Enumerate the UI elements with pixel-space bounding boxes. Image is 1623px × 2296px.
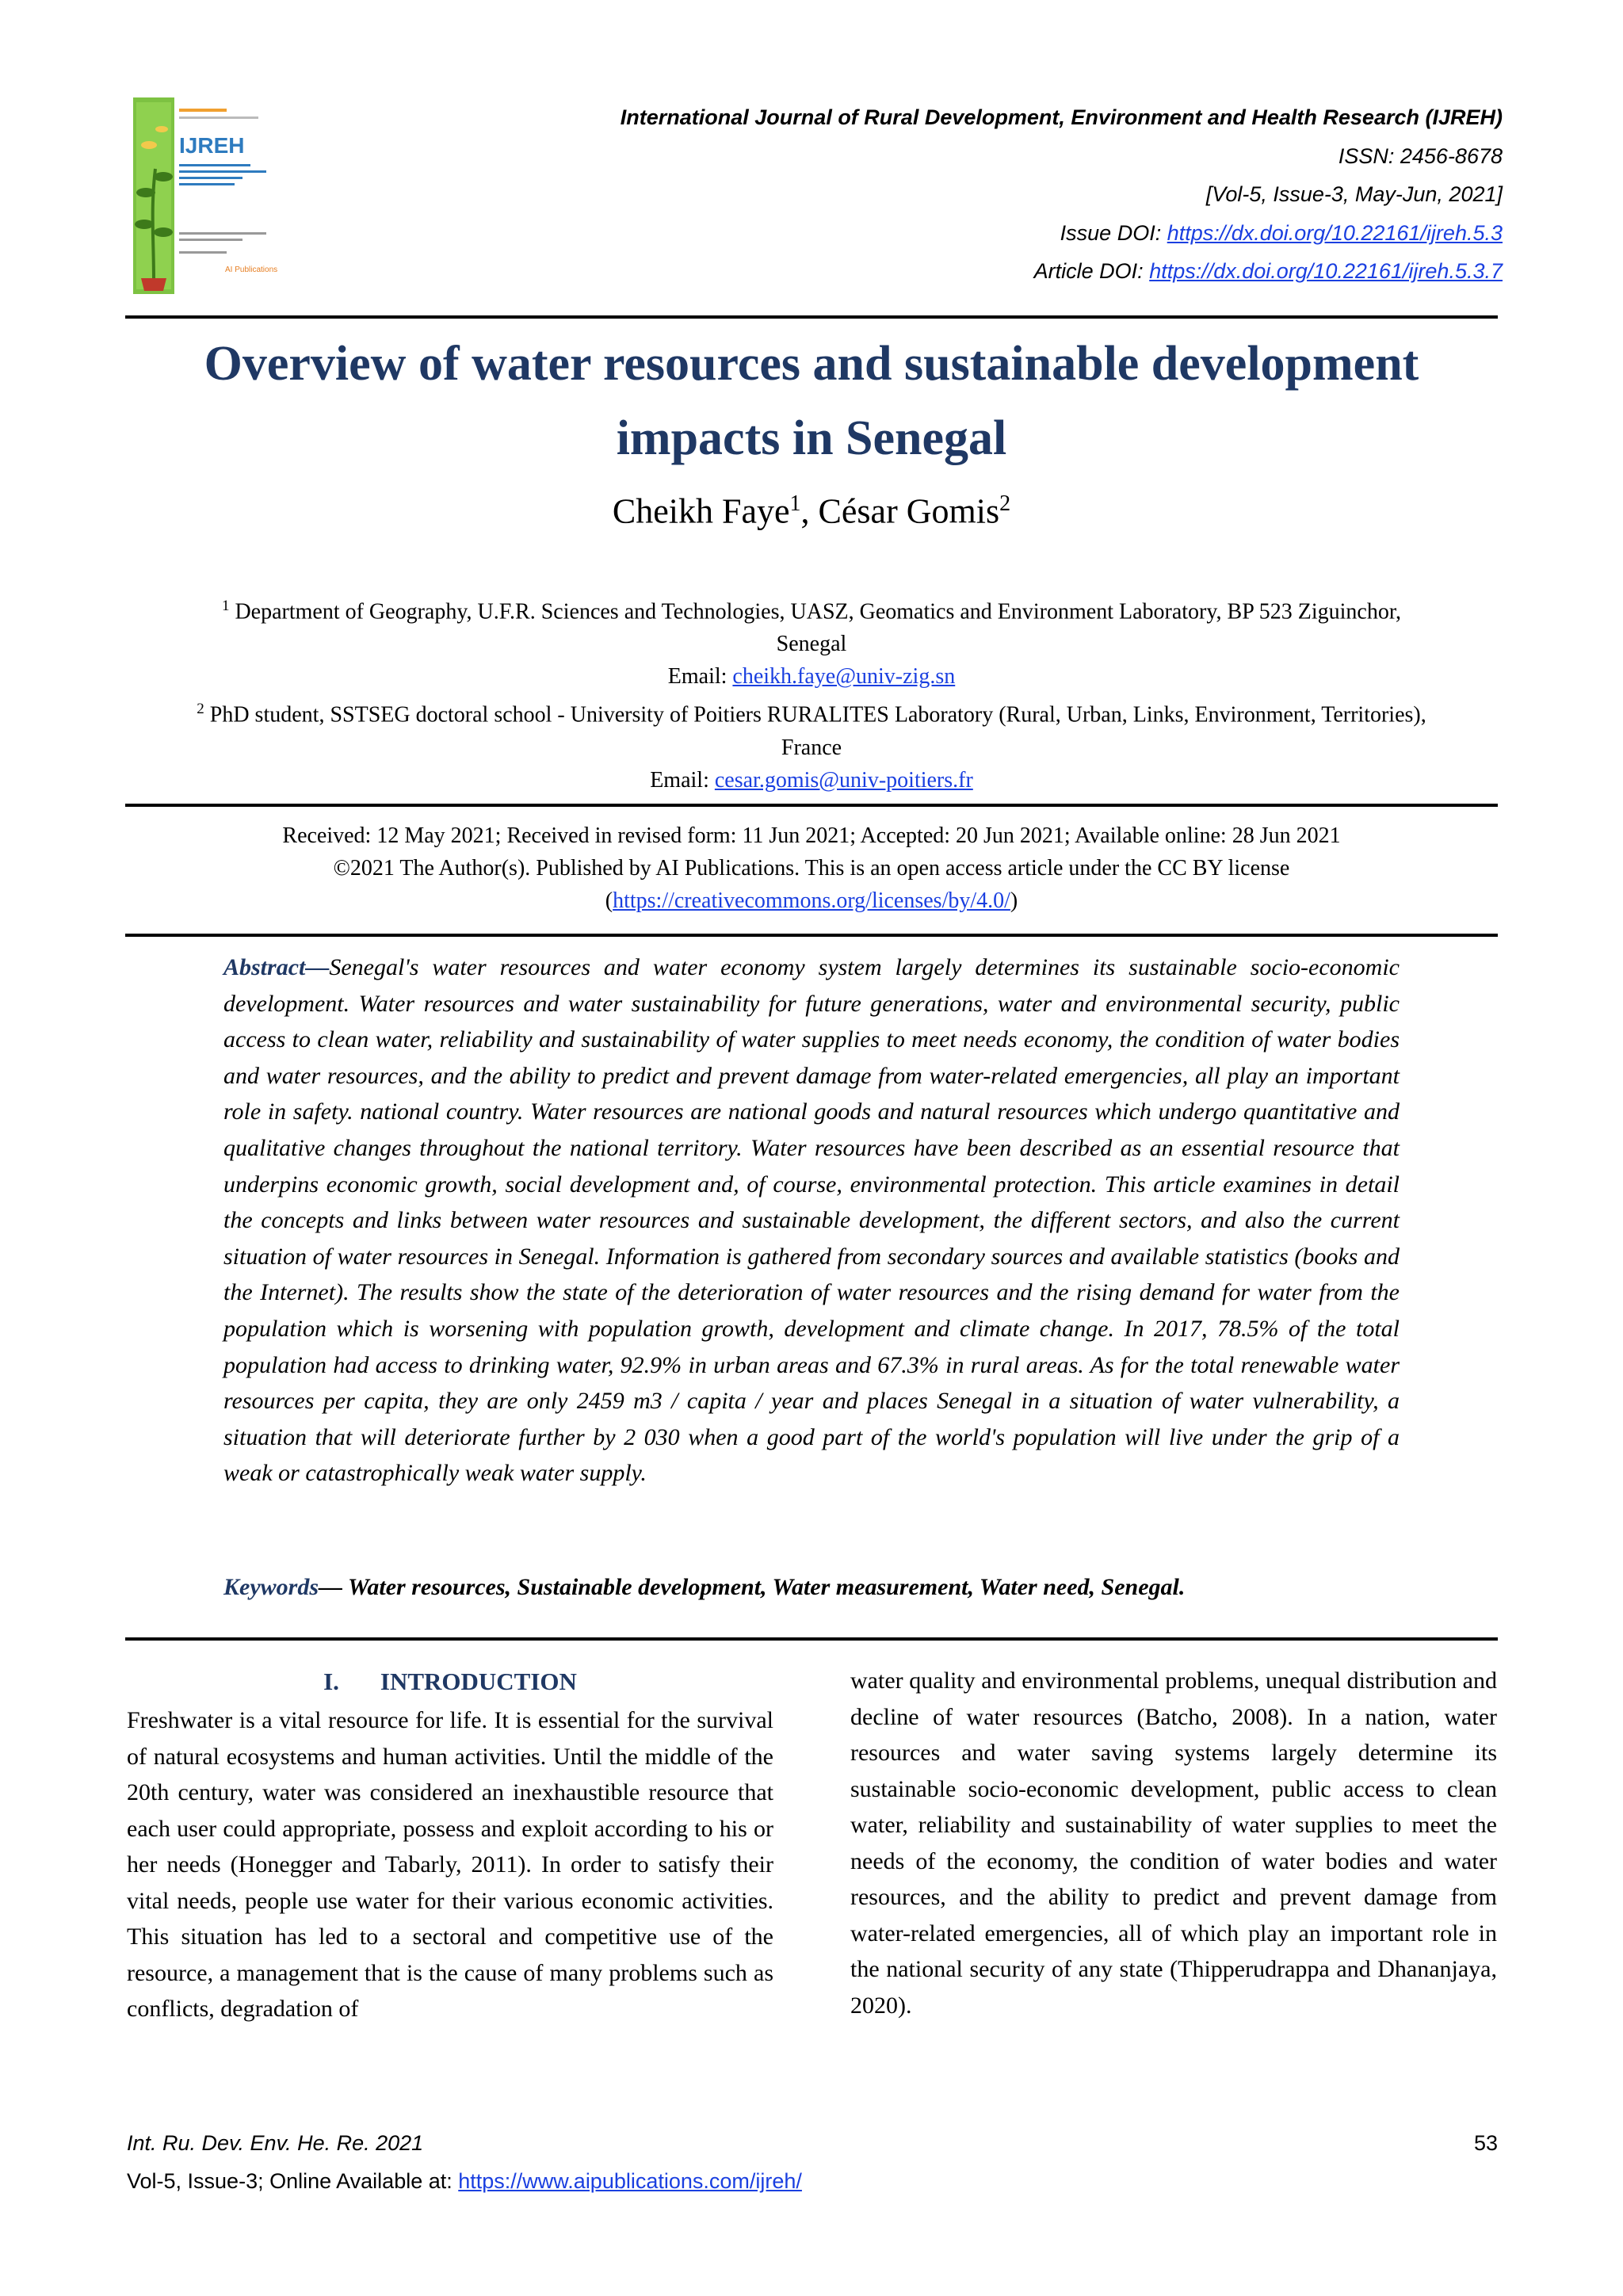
logo-wordmark: IJREH — [179, 133, 245, 158]
footer-journal-abbrev: Int. Ru. Dev. Env. He. Re. 2021 — [127, 2131, 424, 2155]
body-column-right — [850, 1663, 1497, 2023]
issue-doi-link[interactable]: https://dx.doi.org/10.22161/ijreh.5.3 — [1167, 220, 1503, 245]
dates-divider — [125, 934, 1498, 937]
keywords-text: — Water resources, Sustainable development, Water measurement, Water need, Senegal. — [319, 1574, 1186, 1600]
author-2-email-link[interactable]: cesar.gomis@univ-poitiers.fr — [714, 767, 973, 793]
journal-logo — [133, 97, 288, 294]
journal-volume: [Vol-5, Issue-3, May-Jun, 2021] — [1205, 182, 1503, 206]
article-doi-label: Article DOI: — [1033, 259, 1150, 283]
license-paren-close: ) — [1010, 888, 1018, 913]
introduction-paragraph-left: Freshwater is a vital resource for life. It is essential for the survival of natural ecosystems and human activities. Until the middle of the 20th century, water was considered an inexhaustible resource that each user could appropriate, possess and exploit according to his or her needs (Honegger and Tabarly, 2011). In order to satisfy their vital needs, people use water for their various economic activities. This situation has led to a sectoral and competitive use of the resource, a management that is the cause of many problems such as conflicts, degradation of — [127, 1707, 773, 2022]
issue-doi-line — [425, 214, 1503, 253]
footer-online-label: Vol-5, Issue-3; Online Available at: — [127, 2169, 459, 2193]
author-separator: , — [800, 491, 819, 531]
abstract — [223, 949, 1400, 1492]
author-1-affiliation-mark: 1 — [789, 491, 801, 516]
affiliation-divider — [125, 804, 1498, 807]
header-divider — [125, 315, 1498, 319]
affiliation-1-email-line — [125, 660, 1498, 693]
abstract-divider — [125, 1637, 1498, 1641]
abstract-text: Senegal's water resources and water economy system largely determines its sustainable socio-economic development. Water resources and water sustainability for future generations, water and environmental security, public access to clean water, reliability and sustainability of water supplies to meet needs economy, the condition of water bodies and water resources, and the ability to predict and prevent damage from water-related emergencies, all play an important role in safety. national country. Water resources are national goods and natural resources which undergo quantitative and qualitative changes throughout the national territory. Water resources have been described as an essential resource that underpins economic growth, social development and, of course, environmental protection. This article examines in detail the concepts and links between water resources and sustainable development, the different sectors, and also the current situation of water resources in Senegal. Information is gathered from secondary sources and available statistics (books and the Internet). The results show the state of the deterioration of water resources and the rising demand for water from the population which is worsening with population growth, development and climate change. In 2017, 78.5% of the total population had access to drinking water, 92.9% in urban areas and 67.3% in rural areas. As for the total renewable water resources per capita, they are only 2459 m3 / capita / year and places Senegal in a situation of water vulnerability, a situation that will deteriorate further by 2 030 when a good part of the world's population will live under the grip of a weak or catastrophically weak water supply. — [223, 954, 1400, 1487]
article-doi-line — [425, 252, 1503, 291]
journal-header — [425, 98, 1503, 291]
footer-online-link[interactable]: https://www.aipublications.com/ijreh/ — [458, 2169, 802, 2193]
section-heading-introduction — [127, 1664, 773, 1699]
license-link[interactable]: https://creativecommons.org/licenses/by/4.0/ — [613, 888, 1010, 913]
author-2-affiliation-mark: 2 — [999, 491, 1011, 516]
author-1-name: Cheikh Faye — [612, 491, 790, 531]
affiliation-2-email-line — [125, 764, 1498, 797]
affiliation-2-country: France — [781, 735, 842, 760]
affiliation-1-country: Senegal — [776, 632, 847, 657]
license-line — [125, 884, 1498, 917]
affiliation-2 — [125, 693, 1498, 731]
journal-issn: ISSN: 2456-8678 — [1338, 143, 1503, 168]
journal-cover-image — [133, 97, 288, 294]
title-line-1: Overview of water resources and sustainable development — [204, 337, 1419, 391]
author-1-email-link[interactable]: cheikh.faye@univ-zig.sn — [732, 664, 956, 690]
article-title — [125, 327, 1498, 476]
introduction-paragraph-right: water quality and environmental problems, unequal distribution and decline of water resources (Batcho, 2008). In a nation, water resources and water saving systems largely determine its sustainable socio-economic development, public access to clean water, reliability and sustainability of water supplies to meet the needs of the economy, the condition of water bodies and water resources, and the ability to predict and prevent damage from water-related emergencies, all of which play an important role in the national security of any state (Thipperudrappa and Dhananjaya, 2020). — [850, 1668, 1497, 2019]
page-footer — [127, 2124, 1498, 2200]
email-label: Email: — [650, 767, 715, 793]
footer-online-line — [127, 2162, 1498, 2200]
keywords-label: Keywords — [223, 1574, 319, 1600]
section-number: I. — [323, 1668, 339, 1695]
dates-line: Received: 12 May 2021; Received in revised form: 11 Jun 2021; Accepted: 20 Jun 2021; Available online: 28 Jun 2021 — [282, 823, 1341, 848]
author-2-name: César Gomis — [818, 491, 1000, 531]
svg-text:AI Publications: AI Publications — [225, 266, 278, 274]
article-doi-link[interactable]: https://dx.doi.org/10.22161/ijreh.5.3.7 — [1149, 259, 1503, 283]
copyright-line: ©2021 The Author(s). Published by AI Publications. This is an open access article under the CC BY license — [333, 856, 1290, 881]
journal-name: International Journal of Rural Development, Environment and Health Research (IJREH) — [620, 105, 1503, 129]
affiliations — [125, 590, 1498, 797]
publication-dates — [125, 819, 1498, 917]
abstract-label: Abstract— — [223, 954, 330, 980]
affiliation-2-mark: 2 — [197, 701, 204, 718]
author-list — [125, 480, 1498, 536]
affiliation-1 — [125, 590, 1498, 628]
issue-doi-label: Issue DOI: — [1060, 220, 1167, 245]
affiliation-1-mark: 1 — [221, 598, 230, 614]
keywords — [223, 1571, 1400, 1604]
section-title: INTRODUCTION — [380, 1668, 577, 1695]
email-label: Email: — [667, 664, 733, 690]
affiliation-1-text: Department of Geography, U.F.R. Sciences and Technologies, UASZ, Geomatics and Environment Laboratory, BP 523 Ziguinchor, — [229, 599, 1402, 625]
license-paren-open: ( — [605, 888, 613, 913]
page-number: 53 — [1473, 2131, 1498, 2155]
title-line-2: impacts in Senegal — [616, 411, 1007, 465]
body-column-left — [127, 1664, 773, 2027]
affiliation-2-text: PhD student, SSTSEG doctoral school - University of Poitiers RURALITES Laboratory (Rural, Urban, Links, Environment, Territories), — [204, 702, 1426, 728]
